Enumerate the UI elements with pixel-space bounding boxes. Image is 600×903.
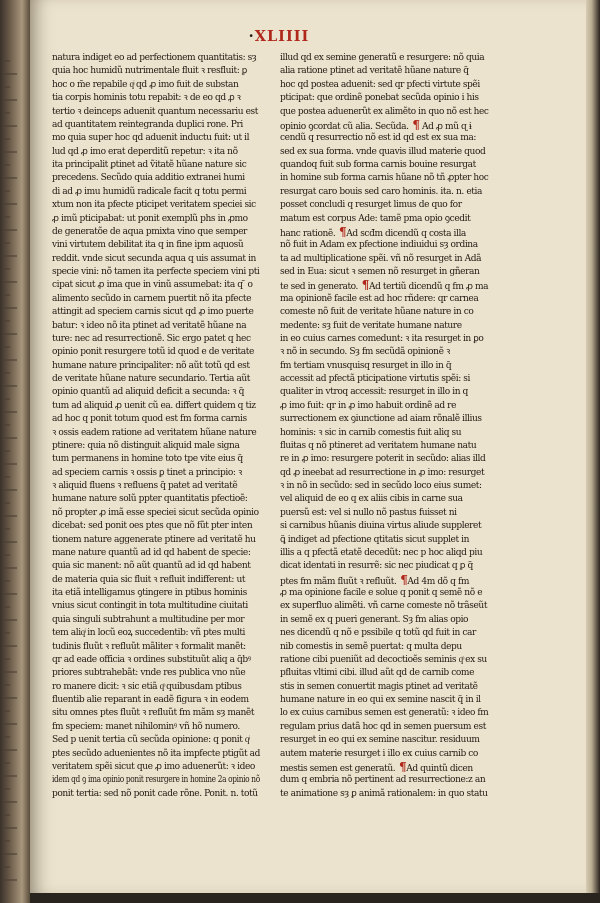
facing-page-text-ghost: [2, 866, 10, 868]
text-line: Sed p uenit tertia cũ secũda opinione: q ponit qͥ: [52, 735, 250, 746]
facing-page-text-ghost: [2, 320, 10, 322]
facing-page-text-ghost: [2, 437, 17, 439]
text-line: cendũ q resurrectio nõ est id qd est ex sua ma:: [280, 133, 477, 144]
text-line: vnius sicut contingit in tota multitudine ciuitati: [52, 601, 248, 612]
text-line: ꝓ imo fuit: qr in ꝓ imo habuit ordinẽ ad re: [280, 400, 457, 411]
text-line: nõ propter ꝓ imã esse speciei sicut secũda opinio: [52, 507, 259, 518]
bottom-edge: [30, 893, 600, 903]
text-line: ro manere dicit: ꝛ sic etiã qͦ quibusdam ptibus: [52, 681, 242, 692]
text-line: pfluitas vltimi cibi. illud aũt qd de carnib come: [280, 668, 475, 679]
facing-page-text-ghost: [2, 268, 10, 270]
text-line: ꝗ̃ indiget ad pfectione qtitatis sicut supplet in: [280, 534, 470, 545]
page-edge: [586, 0, 600, 903]
facing-page-text-ghost: [2, 151, 17, 153]
facing-page-text-ghost: [2, 723, 17, 725]
facing-page-text-ghost: [2, 385, 17, 387]
facing-page-text-ghost: [2, 632, 10, 634]
text-line: fm speciem: manet nihilominꝰ vñ hõ numero.: [52, 721, 240, 732]
facing-page-text-ghost: [2, 112, 10, 114]
text-line: dum q embria nõ pertinent ad resurrectione:z an: [280, 775, 486, 786]
text-line: nes dicendũ q nõ e pssibile q totũ qd fuit in car: [280, 628, 476, 639]
facing-page-text-ghost: [2, 606, 10, 608]
text-line: te animatione sȝ ꝑ animã rationalem: in quo statu: [280, 788, 488, 799]
facing-page-text-ghost: [2, 359, 17, 361]
text-line: opinio ponit resurgere totũ id quod e de veritate: [52, 347, 254, 358]
text-line: comeste nõ fuit de veritate hũane nature in co: [280, 307, 474, 318]
pilcrow-mark: ¶: [396, 572, 408, 587]
facing-page-text-ghost: [2, 177, 17, 179]
facing-page-text-ghost: [2, 528, 10, 530]
text-line: nõ fuit in Adam ex pfectione indiuidui sȝ ordina: [280, 240, 478, 251]
text-line: dicebat: sed ponit oes ptes que nõ fũt pter inten: [52, 521, 253, 532]
text-line: surrectionem ex ꝯiunctione ad aiam rõnalẽ illius: [280, 414, 482, 425]
text-line: batur: ꝛ ideo nõ ita ptinet ad veritatẽ hũane na: [52, 320, 247, 331]
facing-page-text-ghost: [2, 255, 17, 257]
facing-page-text-ghost: [2, 398, 10, 400]
pilcrow-mark: ¶: [358, 278, 369, 293]
facing-page-text-ghost: [2, 801, 17, 803]
text-line: specie vini: nõ tamen ita perfecte speciem vini pti: [52, 267, 260, 277]
text-line: matum est corpus Ade: tamẽ pma opio ꝯcedit: [280, 213, 471, 224]
text-line: stis in semen conuertit magis ptinet ad veritatẽ: [280, 681, 478, 692]
facing-page-text-ghost: [2, 125, 17, 127]
facing-page-text-ghost: [2, 281, 17, 283]
facing-page-text-ghost: [2, 216, 10, 218]
text-line: in eo cuius carnes comedunt: ꝛ ita resurget in ꝑo: [280, 333, 484, 344]
text-line: ptes fm mãm fluũt ꝛ refluũt. ¶Ad 4m dõ q fm: [280, 572, 470, 587]
text-line: ratione cibi pueniũt ad decoctioẽs seminis qͦ ex su: [280, 654, 487, 665]
facing-page-text-ghost: [2, 242, 10, 244]
text-line: in semẽ ex q pueri generant. Sȝ fm alias opio: [280, 614, 469, 625]
text-line: tem aliqͥ in locũ eoꝝ succedentib: vñ ptes multi: [52, 628, 246, 639]
text-line: quia sic manent: nõ aũt quantũ ad id qd habent: [52, 561, 251, 572]
text-line: autem materie resurget i illo ex cuius carnib co: [280, 748, 478, 759]
text-line: ptes secũdo aduenientes nõ ita impfecte ptigũt ad: [52, 748, 260, 759]
text-line: qualiter in vtroq accessit: resurget in illo in q: [280, 387, 468, 398]
facing-page-text-ghost: [2, 86, 10, 88]
text-line: mane nature quantũ ad id qd habent de specie:: [52, 547, 251, 558]
text-line: nib comestis in semẽ puertat: q multa depu: [280, 641, 462, 652]
text-line: priores subtrahebãt: vnde res publica vno nũe: [52, 668, 246, 679]
facing-page-text-ghost: [2, 814, 10, 816]
facing-page-text-ghost: [2, 346, 10, 348]
facing-page-text-ghost: [2, 73, 17, 75]
text-line: ponit tertia: sed nõ ponit cade rõne. Ponit. n. totũ: [52, 788, 258, 799]
text-line: hoc qd postea aduenit: sed qr pfecti virtute spẽi: [280, 79, 480, 90]
text-line: de materia quia sic fluit ꝛ refluit indifferent: ut: [52, 574, 246, 585]
facing-page-text-ghost: [2, 333, 17, 335]
facing-page-text-ghost: [2, 411, 17, 413]
facing-page-text-ghost: [2, 619, 17, 621]
text-line: di ad ꝓ imu humidũ radicale facit q totu permi: [52, 186, 247, 197]
facing-page-text-ghost: [2, 671, 17, 673]
facing-page-text-ghost: [2, 554, 10, 556]
text-line: humane nature principaliter: nõ aũt totũ qd est: [52, 360, 250, 371]
facing-page-text-ghost: [2, 658, 10, 660]
text-line: opinio ꝯcordat cũ alia. Secũda. ¶ Ad ꝓ mũ ɋ ɨ: [280, 117, 472, 132]
text-line: hominis: ꝛ sic in carnib comestis fuit aliq su: [280, 427, 462, 438]
folio-number: ·XLIIII: [248, 28, 310, 45]
facing-page-text-ghost: [2, 710, 10, 712]
text-line: humane nature solũ ppter quantitatis pfectioẽ:: [52, 494, 248, 505]
text-line: tertio ꝛ deinceps aduenit quantum necessariu est: [52, 106, 258, 117]
text-line: hoc o m̃e repabile qͥ qd ꝓ imo fuit de substan: [52, 79, 239, 90]
text-line: ꝓ ma opinione facile e solue q ponit q semẽ nõ e: [280, 588, 483, 598]
facing-page-text-ghost: [2, 827, 17, 829]
text-line: fluentib alie reparant in eadẽ figura ꝛ in eodem: [52, 695, 249, 705]
text-line: in homine sub forma carnis hũane nõ tñ ꝓpter hoc: [280, 173, 489, 184]
text-line: fm tertiam vnusquisq resurget in illo in q̃: [280, 360, 452, 371]
text-line: hanc rationẽ. ¶Ad scđm dicendũ q costa illa: [280, 224, 466, 239]
text-line: qr ad eade officia ꝛ ordines substituũt aliq a q̃bꝰ: [52, 654, 251, 665]
facing-page-text-ghost: [2, 60, 10, 62]
text-line: lud qd ꝓ imo erat deperditũ repetur: ꝛ ita nõ: [52, 146, 238, 157]
facing-page-text-ghost: [2, 372, 10, 374]
text-line: dicat identati in resurrẽ: sic nec piudicat q ꝑ q̃: [280, 561, 473, 572]
facing-page-text-ghost: [2, 463, 17, 465]
facing-page-text-ghost: [2, 736, 10, 738]
facing-page-text-ghost: [2, 450, 10, 452]
text-line: illud qd ex semine generatũ e resurgere: nõ quia: [280, 53, 485, 63]
text-line: de generatõe de aqua pmixta vino que semper: [52, 226, 247, 237]
text-line: qd ꝓ ineebat ad resurrectione in ꝓ imo: resurget: [280, 467, 485, 478]
facing-page-edge: [0, 0, 30, 903]
facing-page-text-ghost: [2, 476, 10, 478]
facing-page-text-ghost: [2, 99, 17, 101]
text-line: ita principalit ꝑtinet ad ṽitatẽ hũane nature sic: [52, 160, 247, 170]
text-line: lo ex cuius carnibus semen est generatũ: ꝛ ideo fm: [280, 708, 489, 719]
right-column: [280, 52, 488, 801]
pilcrow-mark: ¶: [408, 117, 420, 132]
text-line: ad speciem carnis ꝛ ossis ꝑ tinet a principio: ꝛ: [52, 467, 242, 478]
text-line: tia corpis hominis totu repabit: ꝛ de eo qd ꝓ ꝛ: [52, 93, 241, 104]
text-line: si carnibus hũanis diuina virtus aliude suppleret: [280, 521, 482, 532]
facing-page-text-ghost: [2, 697, 17, 699]
text-line: xtum non ita pfecte pticipet veritatem speciei sic: [52, 200, 256, 211]
text-line: sed ex sua forma. vnde quavis illud materie quod: [280, 146, 486, 157]
text-line: mestis semen est generatũ. ¶Ad quintũ dicen: [280, 759, 473, 774]
folio-numeral: XLIIII: [254, 28, 310, 45]
text-line: alia ratione ptinet ad veritatẽ hũane nature q̃: [280, 66, 469, 77]
text-line: te sed in generato. ¶Ad tertiũ dicendũ q fm ꝓ ma: [280, 278, 489, 293]
text-line: illis a q pfectã etatẽ decedũt: nec p hoc aliqd piu: [280, 547, 483, 558]
text-line: quandoq fuit sub forma carnis bouine resurgat: [280, 160, 476, 170]
facing-page-text-ghost: [2, 203, 17, 205]
facing-page-text-ghost: [2, 762, 10, 764]
manuscript-page: [30, 0, 586, 893]
text-line: reddit. vnde sicut secunda aqua q uis assumat in: [52, 253, 256, 264]
text-line: accessit ad pfectã pticipatione virtutis spẽi: si: [280, 374, 470, 384]
facing-page-text-ghost: [2, 684, 10, 686]
text-line: que postea aduenerũt ex alimẽto in quo nõ est hec: [280, 106, 489, 117]
text-line: medente: sȝ fuit de veritate humane nature: [280, 320, 462, 331]
facing-page-text-ghost: [2, 749, 17, 751]
facing-page-text-ghost: [2, 307, 17, 309]
text-line: idem qd ꝯ ima opinio ponit resurgere in homine 2a opinio nõ: [52, 775, 260, 786]
text-line: posset concludi q resurget limus de quo for: [280, 200, 462, 211]
text-line: resurget in eo qui ex semine nascitur. residuum: [280, 735, 480, 746]
facing-page-text-ghost: [2, 190, 10, 192]
text-line: re in ꝓ imo: resurgere poterit in secũdo: alias illd: [280, 454, 486, 465]
text-line: situ omnes ptes fluũt ꝛ refluũt fm mãm sȝ manẽt: [52, 708, 255, 719]
text-line: quia singuli subtrahunt a multitudine per mor: [52, 614, 245, 625]
text-line: precedens. Secũdo quia additio extranei humi: [52, 173, 245, 184]
facing-page-text-ghost: [2, 424, 10, 426]
text-line: ad hoc q ponit totum quod est fm forma carnis: [52, 414, 247, 425]
text-line: ꝛ in nõ in secũdo: sed in secũdo loco eius sumet:: [280, 481, 482, 491]
pilcrow-mark: ¶: [335, 224, 347, 239]
text-line: vini virtutem debilitat ita q in fine ipm aquosũ: [52, 240, 244, 251]
text-line: ta ad multiplicatione spẽi. vñ nõ resurget in Adã: [280, 253, 482, 264]
text-line: tionem nature aggenerate ptinere ad veritatẽ hu: [52, 534, 256, 545]
facing-page-text-ghost: [2, 164, 10, 166]
text-line: ita etiã intelligamus ꝯtingere in ptibus hominis: [52, 588, 247, 598]
facing-page-text-ghost: [2, 489, 17, 491]
text-line: quia hoc humidũ nutrimentale fluit ꝛ resfluit: ꝑ: [52, 66, 247, 77]
text-line: puersũ est: vel si nullo nõ pastus fuisset ni: [280, 507, 457, 518]
facing-page-text-ghost: [2, 229, 17, 231]
facing-page-text-ghost: [2, 502, 10, 504]
left-column: [52, 52, 260, 801]
text-line: tum permanens in homine toto tpe vite eius q̃: [52, 454, 243, 465]
facing-page-text-ghost: [2, 580, 10, 582]
text-line: opinio quantũ ad aliquid deficit a secunda: ꝛ q̃: [52, 387, 244, 398]
text-line: regulam prius datã hoc qd in semen puersum est: [280, 721, 486, 732]
text-line: mo quia super hoc qd aduenit inductu fuit: ut il: [52, 133, 250, 144]
text-line: ꝛ aliquid fluens ꝛ refluens q̃ patet ad veritatẽ: [52, 481, 238, 491]
facing-page-text-ghost: [2, 853, 17, 855]
text-line: tudinis fluũt ꝛ refluũt mãliter ꝛ formalit manẽt:: [52, 641, 246, 652]
text-line: veritatem spẽi sicut que ꝓ imo aduenerũt: ꝛ ideo: [52, 761, 255, 772]
text-line: vel aliquid de eo q ex aliis cibis in carne sua: [280, 494, 463, 505]
facing-page-text-ghost: [2, 840, 10, 842]
facing-page-text-ghost: [2, 138, 10, 140]
facing-page-text-ghost: [2, 515, 17, 517]
text-line: resurgat caro bouis sed caro hominis. ita. n. etia: [280, 186, 482, 197]
text-line: ma opinionẽ facile est ad hoc rñdere: qr carnea: [280, 293, 479, 304]
text-line: ꝛ ossis eadem ratione ad veritatem hũane nature: [52, 427, 257, 438]
facing-page-text-ghost: [2, 294, 10, 296]
text-line: fluitas q nõ ptineret ad veritatem humane natu: [280, 440, 477, 451]
text-line: sed in Eua: sicut ꝛ semen nõ resurget in gñeran: [280, 267, 480, 277]
facing-page-text-ghost: [2, 645, 17, 647]
text-line: tum ad aliquid ꝓ uenit cũ ea. differt quidem q tiz: [52, 400, 256, 411]
facing-page-text-ghost: [2, 775, 17, 777]
facing-page-text-ghost: [2, 593, 17, 595]
facing-page-text-ghost: [2, 788, 10, 790]
text-line: ex superfluo alimẽti. vñ carne comeste nõ trãseũt: [280, 601, 488, 612]
text-line: humane nature in eo qui ex semine nascit q̃ in il: [280, 695, 481, 705]
text-line: ꝛ nõ in secundo. Sȝ fm secũdã opinionẽ ꝛ: [280, 347, 450, 358]
text-line: ture: nec ad resurrectionẽ. Sic ergo patet q hec: [52, 333, 251, 344]
text-line: ꝓ imũ pticipabat: ut ponit exemplũ phs in ꝓmo: [52, 213, 248, 224]
facing-page-text-ghost: [2, 541, 17, 543]
facing-page-text-ghost: [2, 879, 17, 881]
text-line: de veritate hũane nature secundario. Tertia aũt: [52, 374, 251, 384]
text-line: attingit ad speciem carnis sicut qd ꝓ imo puerte: [52, 307, 254, 318]
text-line: pticipat: que ordinẽ ponebat secũda opinio i his: [280, 93, 479, 104]
text-line: cipat sicut ꝓ ima que in vinũ assumebat: ita q ̃ o: [52, 280, 253, 291]
text-line: ad quantitatem reintegranda duplici rone. Pri: [52, 119, 243, 130]
text-line: ptinere: quia nõ distinguit aliquid male signa: [52, 440, 240, 451]
pilcrow-mark: ¶: [395, 759, 407, 774]
facing-page-text-ghost: [2, 567, 17, 569]
text-line: alimento secũdo in carnem puertit nõ ita pfecte: [52, 293, 252, 304]
text-line: natura indiget eo ad perfectionem quantitatis: sȝ: [52, 53, 257, 63]
